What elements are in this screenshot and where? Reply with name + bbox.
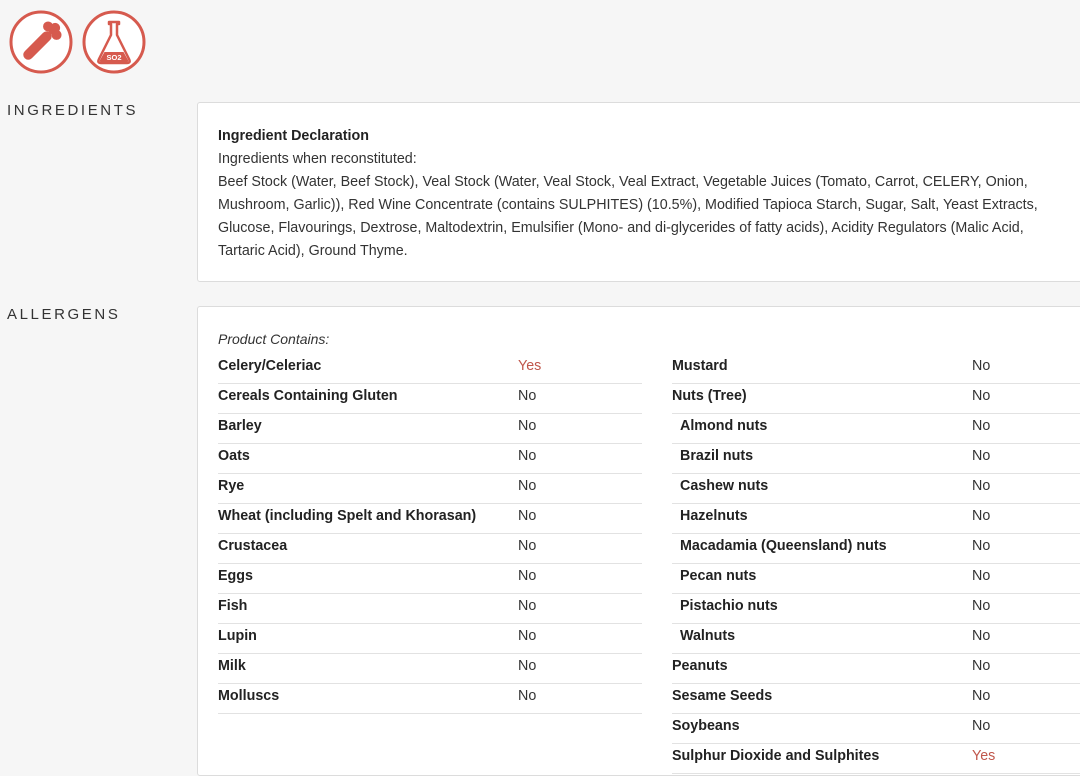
ingredients-heading: INGREDIENTS [7, 102, 139, 119]
allergen-value: No [972, 388, 991, 404]
allergen-name: Celery/Celeriac [218, 358, 322, 374]
allergens-heading: ALLERGENS [7, 306, 121, 323]
allergen-name: Macadamia (Queensland) nuts [680, 538, 887, 554]
ingredients-subtitle: Ingredients when reconstituted: [218, 151, 417, 167]
allergen-name: Mustard [672, 358, 728, 374]
ingredients-panel [197, 102, 1080, 282]
allergen-value: No [518, 508, 537, 524]
allergen-name: Barley [218, 418, 262, 434]
allergen-value: No [972, 628, 991, 644]
allergen-row [672, 654, 1080, 684]
sulphites-flask-icon [81, 9, 147, 75]
allergen-row [672, 444, 1080, 474]
allergen-name: Pecan nuts [680, 568, 757, 584]
allergen-row [218, 504, 642, 534]
allergen-row [218, 564, 642, 594]
allergen-value: No [972, 568, 991, 584]
product-contains-label: Product Contains: [218, 331, 330, 347]
allergen-row [218, 534, 642, 564]
allergens-left-column [218, 354, 642, 714]
allergen-name: Peanuts [672, 658, 728, 674]
allergen-row [218, 414, 642, 444]
allergen-value: No [518, 658, 537, 674]
allergen-value: No [972, 478, 991, 494]
celery-icon [8, 9, 74, 75]
allergen-name: Oats [218, 448, 250, 464]
allergen-value: No [518, 388, 537, 404]
allergen-value: No [972, 508, 991, 524]
allergen-value: No [972, 718, 991, 734]
allergen-value: No [518, 628, 537, 644]
allergen-row [218, 684, 642, 714]
allergen-row [672, 384, 1080, 414]
allergen-value: No [972, 358, 991, 374]
allergen-name: Eggs [218, 568, 253, 584]
allergen-value: No [518, 478, 537, 494]
allergen-row [672, 414, 1080, 444]
allergen-name: Milk [218, 658, 246, 674]
allergen-name: Soybeans [672, 718, 740, 734]
allergen-value: No [518, 568, 537, 584]
allergen-row [218, 654, 642, 684]
allergen-value: No [518, 538, 537, 554]
ingredients-text: Beef Stock (Water, Beef Stock), Veal Stock (Water, Veal Stock, Veal Extract, Vegetable Juices (Tomato, Carrot, CELERY, Onion, Mushroom, Garlic)), Red Wine Concentrate (contains SULPHITES) (10.5%), Modified Tapioca Starch, Sugar, Salt, Yeast Extracts, Glucose, Flavourings, Dextrose, Maltodextrin, Emulsifier (Mono- and di-glycerides of fatty acids), Acidity Regulators (Malic Acid, Tartaric Acid), Ground Thyme. [218, 174, 1038, 259]
allergen-name: Sesame Seeds [672, 688, 773, 704]
allergen-value: No [972, 418, 991, 434]
allergen-row [672, 594, 1080, 624]
allergen-row [672, 744, 1080, 774]
allergen-value: No [518, 448, 537, 464]
allergen-name: Rye [218, 478, 245, 494]
allergen-value: No [972, 598, 991, 614]
allergen-value: No [518, 598, 537, 614]
allergen-row [672, 684, 1080, 714]
allergen-row [672, 474, 1080, 504]
allergen-row [218, 474, 642, 504]
allergen-row [218, 594, 642, 624]
allergen-name: Molluscs [218, 688, 280, 704]
allergen-value: Yes [518, 358, 542, 374]
allergen-row [218, 444, 642, 474]
allergen-name: Sulphur Dioxide and Sulphites [672, 748, 880, 764]
ingredient-declaration-title: Ingredient Declaration [218, 128, 369, 144]
allergen-row [218, 384, 642, 414]
allergen-value: No [972, 658, 991, 674]
allergen-value: No [518, 688, 537, 704]
allergen-name: Lupin [218, 628, 257, 644]
so2-label: SO2 [106, 53, 122, 62]
allergen-row [672, 564, 1080, 594]
allergen-value: No [972, 688, 991, 704]
allergen-name: Hazelnuts [680, 508, 748, 524]
allergen-name: Walnuts [680, 628, 736, 644]
allergen-name: Almond nuts [680, 418, 768, 434]
allergen-row [218, 624, 642, 654]
allergen-value: No [972, 448, 991, 464]
allergen-value: No [518, 418, 537, 434]
allergen-name: Crustacea [218, 538, 288, 554]
allergen-row [672, 504, 1080, 534]
allergen-value: No [972, 538, 991, 554]
allergen-name: Cashew nuts [680, 478, 769, 494]
allergens-panel [197, 306, 1080, 776]
allergen-value: Yes [972, 748, 996, 764]
allergen-row [672, 354, 1080, 384]
allergen-name: Fish [218, 598, 248, 614]
allergen-row [672, 714, 1080, 744]
allergen-row [672, 534, 1080, 564]
allergen-name: Nuts (Tree) [672, 388, 747, 404]
allergen-row [218, 354, 642, 384]
allergens-right-column [672, 354, 1080, 774]
allergen-name: Cereals Containing Gluten [218, 388, 398, 404]
allergen-name: Wheat (including Spelt and Khorasan) [218, 508, 477, 524]
allergen-name: Brazil nuts [680, 448, 754, 464]
allergen-row [672, 624, 1080, 654]
allergen-name: Pistachio nuts [680, 598, 778, 614]
